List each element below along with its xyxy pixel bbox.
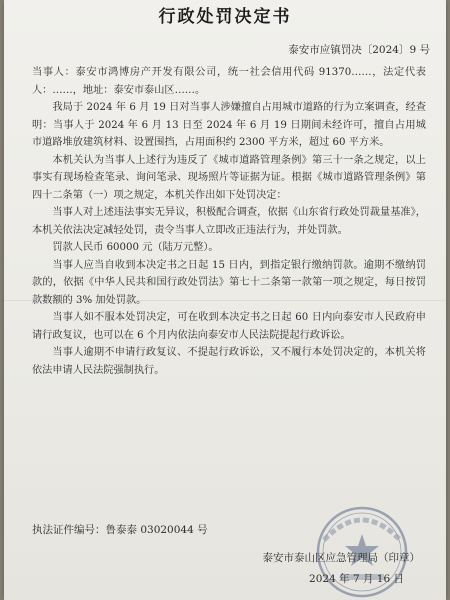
paper-fold bbox=[4, 300, 446, 301]
paragraph-appeal: 当事人如不服本处罚决定，可在收到本决定书之日起 60 日内向泰安市人民政府申请行政复议，也可以在 6 个月内依法向泰安市人民法院提起行政诉讼。 bbox=[32, 312, 426, 341]
paragraph-fine-amount: 罚款人民币 60000 元（陆万元整）。 bbox=[52, 242, 219, 253]
paragraph-enforcement: 当事人逾期不申请行政复议、不提起行政诉讼，又不履行本处罚决定的，本机关将依法申请人民法院强制执行。 bbox=[32, 347, 426, 376]
document-number: 泰安市应镇罚决〔2024〕9 号 bbox=[288, 44, 430, 56]
paragraph-party: 当事人：泰安市鸿博房产开发有限公司，统一社会信用代码 91370……，法定代表人：……，地址：泰安市泰山区……。 bbox=[32, 67, 426, 96]
document-page bbox=[4, 0, 446, 600]
paragraph-payment: 当事人应当自收到本决定书之日起 15 日内，到指定银行缴纳罚款。逾期不缴纳罚款的，依据《中华人民共和国行政处罚法》第七十二条第一款第一项之规定，每日按罚款数额的 3% 加处罚款。 bbox=[32, 259, 426, 306]
document-title: 行政处罚决定书 bbox=[158, 7, 292, 27]
document-body bbox=[32, 64, 426, 504]
paragraph-facts: 我局于 2024 年 6 月 19 日对当事人涉嫌擅自占用城市道路的行为立案调查，经查明：当事人于 2024 年 6 月 13 日至 2024 年 6 月 19 日期间未经许可，擅自占用城市道路堆放建筑材料、设置围挡，占用面积约 2300 平方米，超过 60 平方米。 bbox=[32, 102, 426, 148]
license-number: 执法证件编号：鲁泰泰 03020044 号 bbox=[32, 524, 208, 536]
issue-date: 2024 年 7 月 16 日 bbox=[309, 573, 404, 585]
paragraph-legal-basis: 本机关认为当事人上述行为违反了《城市道路管理条例》第三十一条之规定，以上事实有现场检查笔录、询问笔录、现场照片等证据为证。根据《城市道路管理条例》第四十二条第（一）项之规定，本机关作出如下处罚决定： bbox=[32, 154, 426, 201]
issuing-authority: 泰安市泰山区应急管理局（印章） bbox=[262, 552, 420, 564]
paragraph-decision: 当事人对上述违法事实无异议，积极配合调查，依据《山东省行政处罚裁量基准》，本机关依法决定减轻处罚，责令当事人立即改正违法行为，并处罚款。 bbox=[32, 207, 426, 236]
